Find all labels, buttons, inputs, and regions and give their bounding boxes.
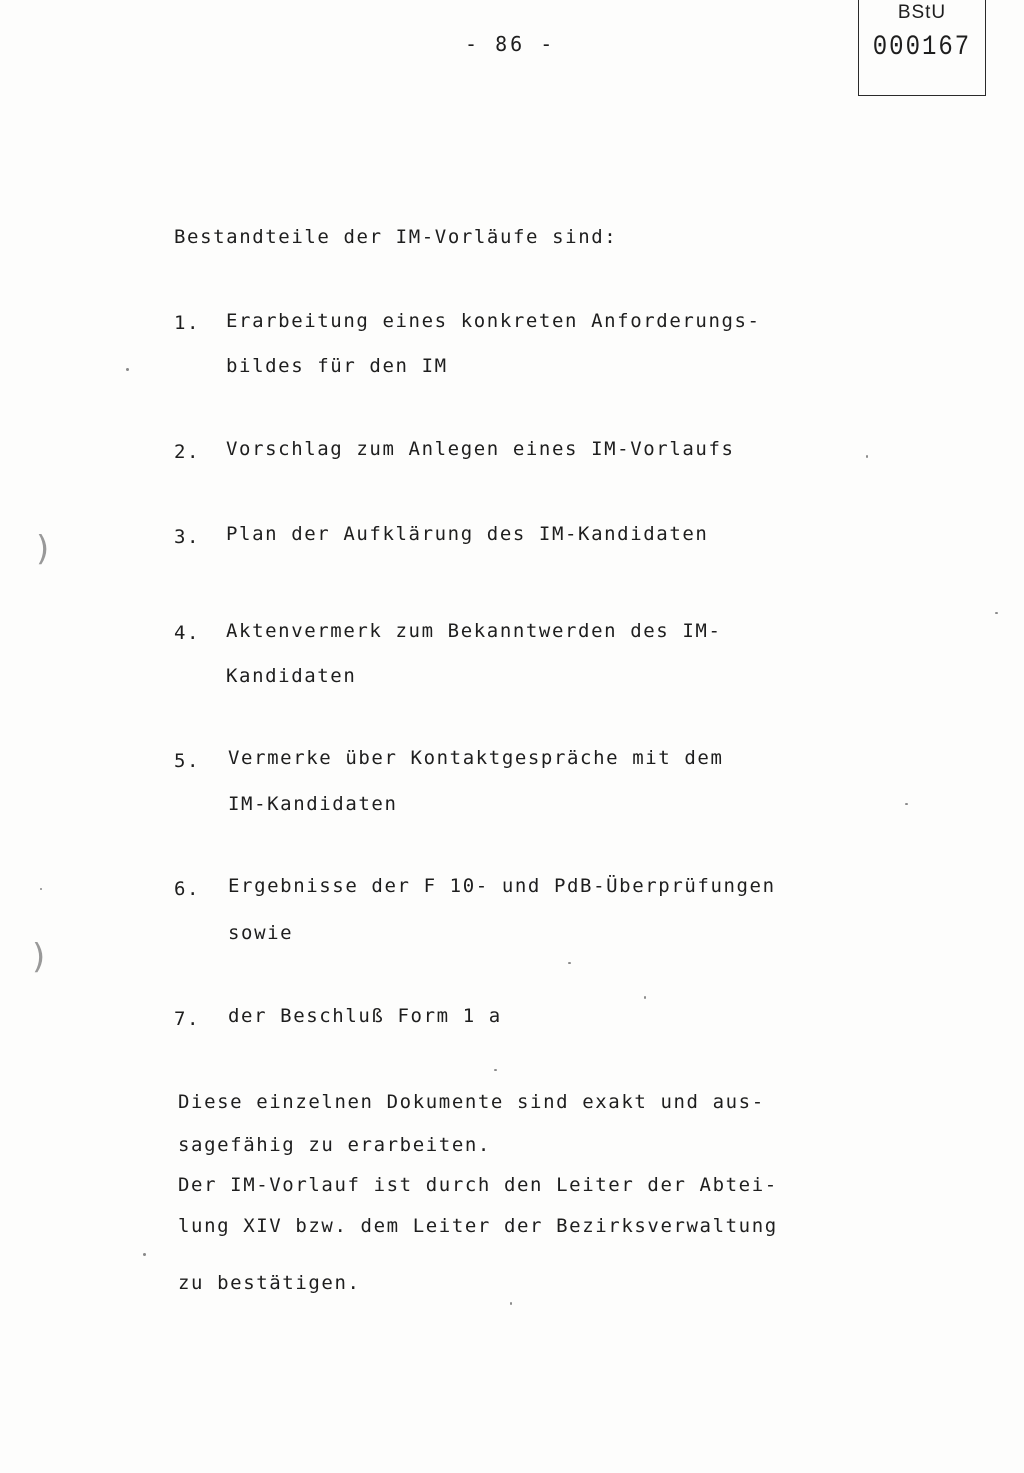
scan-speck — [126, 368, 129, 371]
scan-speck — [568, 962, 571, 964]
item-5-line-2: IM-Kandidaten — [228, 793, 398, 815]
item-5-number: 5. — [174, 750, 201, 772]
item-2-line-1: Vorschlag zum Anlegen eines IM-Vorlaufs — [226, 438, 735, 460]
page-number: - 86 - — [465, 32, 556, 56]
punch-hole-mark: ) — [36, 529, 50, 569]
closing-line-3: Der IM-Vorlauf ist durch den Leiter der Abtei- — [178, 1174, 778, 1196]
item-7-line-1: der Beschluß Form 1 a — [228, 1005, 502, 1027]
closing-line-5: zu bestätigen. — [178, 1272, 361, 1294]
closing-line-2: sagefähig zu erarbeiten. — [178, 1134, 491, 1156]
scan-speck — [510, 1302, 512, 1305]
item-4-line-2: Kandidaten — [226, 665, 357, 687]
scan-speck — [143, 1253, 146, 1256]
item-1-line-1: Erarbeitung eines konkreten Anforderungs- — [226, 310, 761, 332]
item-4-number: 4. — [174, 622, 201, 644]
scan-speck — [866, 455, 868, 458]
stamp-label: BStU — [897, 2, 947, 23]
item-1-line-2: bildes für den IM — [226, 355, 448, 377]
item-6-number: 6. — [174, 878, 201, 900]
scan-speck — [40, 888, 42, 890]
item-3-line-1: Plan der Aufklärung des IM-Kandidaten — [226, 523, 709, 545]
item-6-line-2: sowie — [228, 922, 294, 944]
item-2-number: 2. — [174, 441, 201, 463]
closing-line-4: lung XIV bzw. dem Leiter der Bezirksverwaltung — [178, 1215, 778, 1237]
punch-hole-mark: ) — [32, 937, 46, 977]
stamp-number: 000167 — [872, 31, 972, 64]
intro-line: Bestandteile der IM-Vorläufe sind: — [174, 226, 618, 248]
scan-speck — [644, 996, 646, 999]
item-3-number: 3. — [174, 526, 201, 548]
closing-line-1: Diese einzelnen Dokumente sind exakt und aus- — [178, 1091, 765, 1113]
item-4-line-1: Aktenvermerk zum Bekanntwerden des IM- — [226, 620, 722, 642]
scan-speck — [995, 612, 998, 614]
archive-stamp — [858, 0, 986, 96]
item-7-number: 7. — [174, 1008, 201, 1030]
item-1-number: 1. — [174, 312, 201, 334]
item-6-line-1: Ergebnisse der F 10- und PdB-Überprüfungen — [228, 875, 776, 897]
item-5-line-1: Vermerke über Kontaktgespräche mit dem — [228, 747, 724, 769]
scan-speck — [905, 803, 908, 805]
scan-speck — [494, 1069, 497, 1071]
